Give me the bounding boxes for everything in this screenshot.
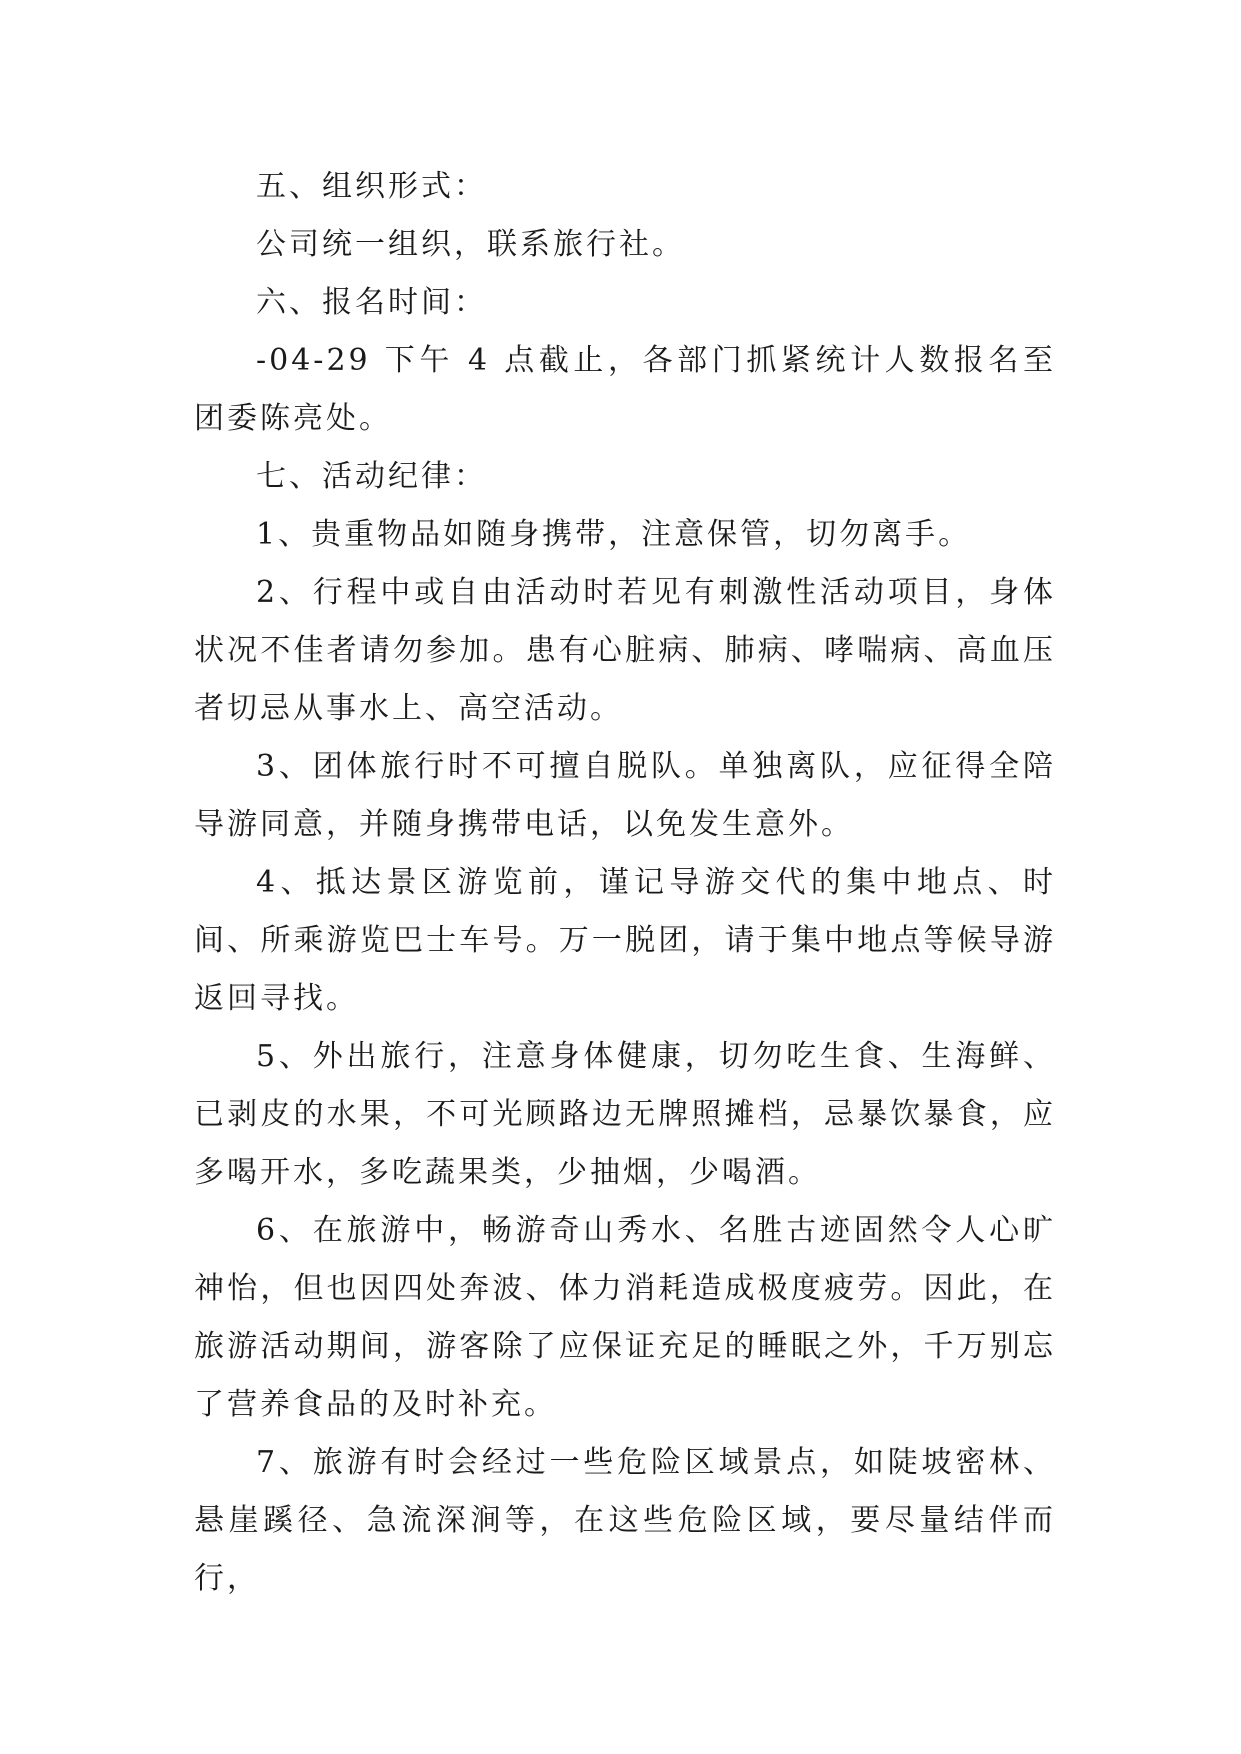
section-5-heading: 五、组织形式： — [256, 169, 487, 204]
section-6-body: -04-29 下午 4 点截止，各部门抓紧统计人数报名至团委陈亮处。 — [194, 343, 1056, 436]
rule-2-paragraph: 2、行程中或自由活动时若见有刺激性活动项目，身体状况不佳者请勿参加。患有心脏病、肺病、哮喘病、高血压者切忌从事水上、高空活动。 — [194, 575, 1056, 726]
section-5-body: 公司统一组织，联系旅行社。 — [256, 227, 685, 262]
rule-1-paragraph: 1、贵重物品如随身携带，注意保管，切勿离手。 — [256, 517, 972, 552]
rule-4-paragraph: 4、抵达景区游览前，谨记导游交代的集中地点、时间、所乘游览巴士车号。万一脱团，请于集中地点等候导游返回寻找。 — [194, 865, 1056, 1016]
section-7-heading: 七、活动纪律： — [256, 459, 487, 494]
document-body — [194, 158, 1056, 1608]
rule-5-paragraph: 5、外出旅行，注意身体健康，切勿吃生食、生海鲜、已剥皮的水果，不可光顾路边无牌照摊档，忌暴饮暴食，应多喝开水，多吃蔬果类，少抽烟，少喝酒。 — [194, 1039, 1056, 1190]
rule-6-paragraph: 6、在旅游中，畅游奇山秀水、名胜古迹固然令人心旷神怡，但也因四处奔波、体力消耗造成极度疲劳。因此，在旅游活动期间，游客除了应保证充足的睡眠之外，千万别忘了营养食品的及时补充。 — [194, 1213, 1056, 1422]
section-6-heading: 六、报名时间： — [256, 285, 487, 320]
rule-7-paragraph: 7、旅游有时会经过一些危险区域景点，如陡坡密林、悬崖蹊径、急流深涧等，在这些危险区域，要尽量结伴而行， — [194, 1445, 1056, 1596]
rule-3-paragraph: 3、团体旅行时不可擅自脱队。单独离队，应征得全陪导游同意，并随身携带电话，以免发生意外。 — [194, 749, 1056, 842]
